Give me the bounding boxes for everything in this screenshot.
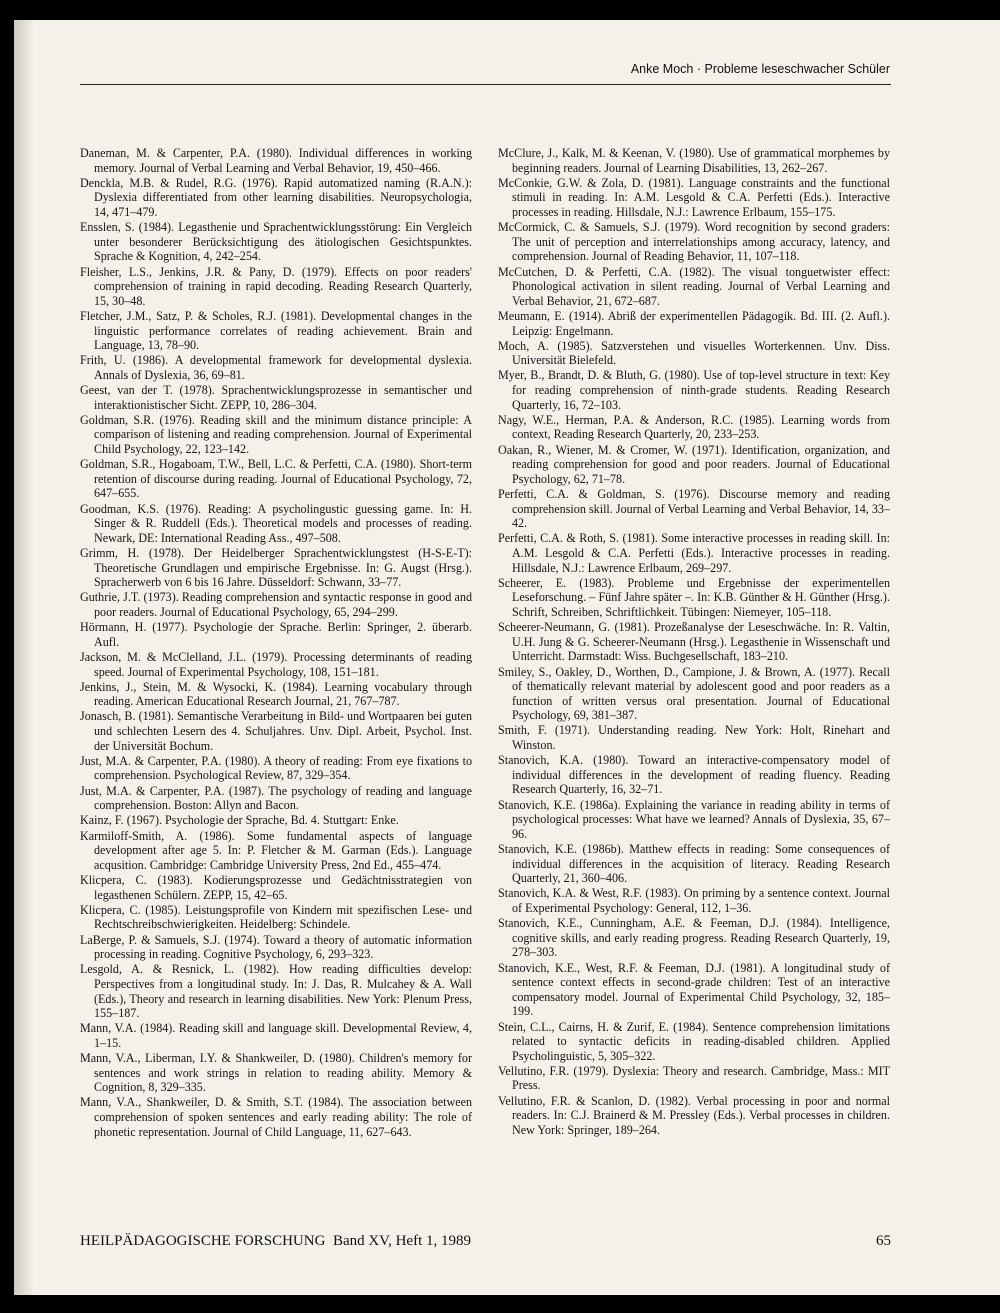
reference-entry: Ensslen, S. (1984). Legasthenie und Sprachentwicklungsstörung: Ein Vergleich unter besonderer Berücksichtigung des ätiologischen Gesichtspunktes. Sprache & Kognition, 4, 242–254. xyxy=(80,220,472,264)
reference-entry: Stanovich, K.E., Cunningham, A.E. & Feeman, D.J. (1984). Intelligence, cognitive skills, and early reading progress. Reading Research Quarterly, 19, 278–303. xyxy=(498,916,890,960)
reference-entry: Oakan, R., Wiener, M. & Cromer, W. (1971). Identification, organization, and reading comprehension for good and poor readers. Journal of Educational Psychology, 62, 71–78. xyxy=(498,442,890,486)
footer-journal-name: HEILPÄDAGOGISCHE FORSCHUNG xyxy=(80,1233,326,1249)
footer-citation xyxy=(80,1233,471,1250)
reference-entry: McCormick, C. & Samuels, S.J. (1979). Word recognition by second graders: The unit of perception and interrelationships among accuracy, latency, and comprehension. Journal of Reading Behavior, 11, 107–118. xyxy=(498,220,890,264)
reference-entry: Goldman, S.R., Hogaboam, T.W., Bell, L.C. & Perfetti, C.A. (1980). Short-term retention of discourse during reading. Journal of Educational Psychology, 72, 647–655. xyxy=(80,457,472,501)
reference-entry: Jenkins, J., Stein, M. & Wysocki, K. (1984). Learning vocabulary through reading. American Educational Research Journal, 21, 767–787. xyxy=(80,679,472,709)
reference-entry: Nagy, W.E., Herman, P.A. & Anderson, R.C. (1985). Learning words from context, Reading Research Quarterly, 20, 233–253. xyxy=(498,412,890,442)
references-column-left xyxy=(80,146,472,1140)
reference-entry: Smiley, S., Oakley, D., Worthen, D., Campione, J. & Brown, A. (1977). Recall of thematically relevant material by adolescent good and poor readers as a function of written versus oral presentation. Journal of Educational Psychology, 69, 381–387. xyxy=(498,664,890,723)
references-column-right xyxy=(498,146,890,1138)
reference-entry: McCutchen, D. & Perfetti, C.A. (1982). The visual tonguetwister effect: Phonological activation in silent reading. Journal of Verbal Learning and Verbal Behavior, 21, 672–687. xyxy=(498,264,890,308)
reference-entry: Perfetti, C.A. & Roth, S. (1981). Some interactive processes in reading skill. In: A.M. Lesgold & C.A. Perfetti (Eds.). Interactive processes in reading. Hillsdale, N.J.: Lawrence Erlbaum, 269–297. xyxy=(498,531,890,575)
reference-entry: Stein, C.L., Cairns, H. & Zurif, E. (1984). Sentence comprehension limitations related to syntactic deficits in reading-disabled children. Applied Psycholinguistic, 5, 305–322. xyxy=(498,1019,890,1063)
reference-entry: Klicpera, C. (1985). Leistungsprofile von Kindern mit spezifischen Lese- und Rechtschreibschwierigkeiten. Heidelberg: Schindele. xyxy=(80,902,472,932)
reference-entry: Fletcher, J.M., Satz, P. & Scholes, R.J. (1981). Developmental changes in the linguistic performance correlates of reading achievement. Brain and Language, 13, 78–90. xyxy=(80,308,472,353)
reference-entry: Smith, F. (1971). Understanding reading. New York: Holt, Rinehart and Winston. xyxy=(498,723,890,753)
reference-entry: McConkie, G.W. & Zola, D. (1981). Language constraints and the functional stimuli in reading. In: A.M. Lesgold & C.A. Perfetti (Eds.). Interactive processes in reading. Hillsdale, N.J.: Lawrence Erlbaum, 155–175. xyxy=(498,175,890,219)
reference-entry: Fleisher, L.S., Jenkins, J.R. & Pany, D. (1979). Effects on poor readers' comprehension of training in rapid decoding. Reading Research Quarterly, 15, 30–48. xyxy=(80,264,472,308)
reference-entry: Myer, B., Brandt, D. & Bluth, G. (1980). Use of top-level structure in text: Key for reading comprehension of ninth-grade students. Reading Research Quarterly, 16, 72–103. xyxy=(498,368,890,412)
reference-entry: Goldman, S.R. (1976). Reading skill and the minimum distance principle: A comparison of listening and reading comprehension. Journal of Experimental Child Psychology, 22, 123–142. xyxy=(80,412,472,457)
reference-entry: Stanovich, K.A. (1980). Toward an interactive-compensatory model of individual differences in the development of reading fluency. Reading Research Quarterly, 16, 32–71. xyxy=(498,753,890,797)
reference-entry: Stanovich, K.A. & West, R.F. (1983). On priming by a sentence context. Journal of Experimental Psychology: General, 112, 1–36. xyxy=(498,886,890,915)
running-head: Anke Moch · Probleme leseschwacher Schüler xyxy=(630,62,890,76)
reference-entry: Mann, V.A., Shankweiler, D. & Smith, S.T. (1984). The association between comprehension of spoken sentences and early reading ability: The role of phonetic representation. Journal of Child Language, 11, 627–643. xyxy=(80,1095,472,1139)
reference-entry: Vellutino, F.R. (1979). Dyslexia: Theory and research. Cambridge, Mass.: MIT Press. xyxy=(498,1063,890,1093)
reference-entry: Perfetti, C.A. & Goldman, S. (1976). Discourse memory and reading comprehension skill. Journal of Verbal Learning and Verbal Behavior, 14, 33–42. xyxy=(498,487,890,531)
reference-entry: Karmiloff-Smith, A. (1986). Some fundamental aspects of language development after age 5. In: P. Fletcher & M. Garman (Eds.). Language acqusition. Cambridge: Cambridge University Press, 2nd Ed., 455–474. xyxy=(80,828,472,872)
reference-entry: Guthrie, J.T. (1973). Reading comprehension and syntactic response in good and poor readers. Journal of Educational Psychology, 65, 294–299. xyxy=(80,590,472,619)
reference-entry: Mann, V.A. (1984). Reading skill and language skill. Developmental Review, 4, 1–15. xyxy=(80,1021,472,1050)
page-number: 65 xyxy=(876,1233,891,1249)
reference-entry: Mann, V.A., Liberman, I.Y. & Shankweiler, D. (1980). Children's memory for sentences and work strings in relation to reading ability. Memory & Cognition, 8, 329–335. xyxy=(80,1051,472,1095)
reference-entry: LaBerge, P. & Samuels, S.J. (1974). Toward a theory of automatic information processing in reading. Cognitive Psychology, 6, 293–323. xyxy=(80,932,472,962)
reference-entry: Goodman, K.S. (1976). Reading: A psycholingustic guessing game. In: H. Singer & R. Ruddell (Eds.). Theoretical models and processes of reading. Newark, DE: International Reading Ass., 497–508. xyxy=(80,501,472,545)
reference-entry: Just, M.A. & Carpenter, P.A. (1980). A theory of reading: From eye fixations to comprehension. Psychological Review, 87, 329–354. xyxy=(80,753,472,783)
reference-entry: Frith, U. (1986). A developmental framework for developmental dyslexia. Annals of Dyslexia, 36, 69–81. xyxy=(80,353,472,382)
header-rule xyxy=(80,84,891,85)
footer-issue: Band XV, Heft 1, 1989 xyxy=(332,1233,471,1249)
reference-entry: Vellutino, F.R. & Scanlon, D. (1982). Verbal processing in poor and normal readers. In: C.J. Brainerd & M. Pressley (Eds.). Verbal processes in children. New York: Springer, 189–264. xyxy=(498,1093,890,1137)
reference-entry: Daneman, M. & Carpenter, P.A. (1980). Individual differences in working memory. Journal of Verbal Learning and Verbal Behavior, 19, 450–466. xyxy=(80,146,472,175)
reference-entry: Scheerer, E. (1983). Probleme und Ergebnisse der experimentellen Leseforschung. – Fünf Jahre später –. In: K.B. Günther & H. Günther (Hrsg.). Schrift, Schreiben, Schriftlichkeit. Tübingen: Niemeyer, 105–118. xyxy=(498,575,890,619)
reference-entry: Geest, van der T. (1978). Sprachentwicklungsprozesse in semantischer und interaktionistischer Sicht. ZEPP, 10, 286–304. xyxy=(80,383,472,412)
reference-entry: Jackson, M. & McClelland, J.L. (1979). Processing determinants of reading speed. Journal of Experimental Psychology, 108, 151–181. xyxy=(80,649,472,679)
reference-entry: Hörmann, H. (1977). Psychologie der Sprache. Berlin: Springer, 2. überarb. Aufl. xyxy=(80,620,472,649)
reference-entry: Stanovich, K.E. (1986b). Matthew effects in reading: Some consequences of individual differences in the acquisition of literacy. Reading Research Quarterly, 21, 360–406. xyxy=(498,842,890,886)
page-spine-shadow xyxy=(14,20,34,1295)
reference-entry: Lesgold, A. & Resnick, L. (1982). How reading difficulties develop: Perspectives from a longitudinal study. In: J. Das, R. Mulcahey & A. Wall (Eds.), Theory and research in learning disabilities. New York: Plenum Press, 155–187. xyxy=(80,962,472,1021)
reference-entry: Grimm, H. (1978). Der Heidelberger Sprachentwicklungstest (H-S-E-T): Theoretische Grundlagen und empirische Ergebnisse. In: G. Augst (Hrsg.). Spracherwerb von 6 bis 16 Jahre. Düsseldorf: Schwann, 33–77. xyxy=(80,545,472,590)
reference-entry: Stanovich, K.E., West, R.F. & Feeman, D.J. (1981). A longitudinal study of sentence context effects in second-grade children: Test of an interactive compensatory model. Journal of Experimental Child Psychology, 32, 185–199. xyxy=(498,960,890,1019)
reference-entry: Jonasch, B. (1981). Semantische Verarbeitung in Bild- und Wortpaaren bei guten und schlechten Lesern des 4. Schuljahres. Unv. Dipl. Arbeit, Psychol. Inst. der Universität Bochum. xyxy=(80,709,472,753)
reference-entry: Klicpera, C. (1983). Kodierungsprozesse und Gedächtnisstrategien von legasthenen Schülern. ZEPP, 15, 42–65. xyxy=(80,872,472,902)
reference-entry: McClure, J., Kalk, M. & Keenan, V. (1980). Use of grammatical morphemes by beginning readers. Journal of Learning Disabilities, 13, 262–267. xyxy=(498,146,890,175)
reference-entry: Moch, A. (1985). Satzverstehen und visuelles Worterkennen. Unv. Diss. Universität Bielefeld. xyxy=(498,338,890,368)
reference-entry: Scheerer-Neumann, G. (1981). Prozeßanalyse der Leseschwäche. In: R. Valtin, U.H. Jung & G. Scheerer-Neumann (Hrsg.). Legasthenie in Wissenschaft und Unterricht. Darmstadt: Wiss. Buchgesellschaft, 183–210. xyxy=(498,620,890,664)
reference-entry: Stanovich, K.E. (1986a). Explaining the variance in reading ability in terms of psychological processes: What have we learned? Annals of Dyslexia, 35, 67–96. xyxy=(498,797,890,841)
reference-entry: Kainz, F. (1967). Psychologie der Sprache, Bd. 4. Stuttgart: Enke. xyxy=(80,813,399,828)
reference-entry: Meumann, E. (1914). Abriß der experimentellen Pädagogik. Bd. III. (2. Aufl.). Leipzig: Engelmann. xyxy=(498,308,890,338)
reference-entry: Denckla, M.B. & Rudel, R.G. (1976). Rapid automatized naming (R.A.N.): Dyslexia differentiated from other learning disabilities. Neuropsychologia, 14, 471–479. xyxy=(80,175,472,219)
reference-entry: Just, M.A. & Carpenter, P.A. (1987). The psychology of reading and language comprehension. Boston: Allyn and Bacon. xyxy=(80,783,472,813)
